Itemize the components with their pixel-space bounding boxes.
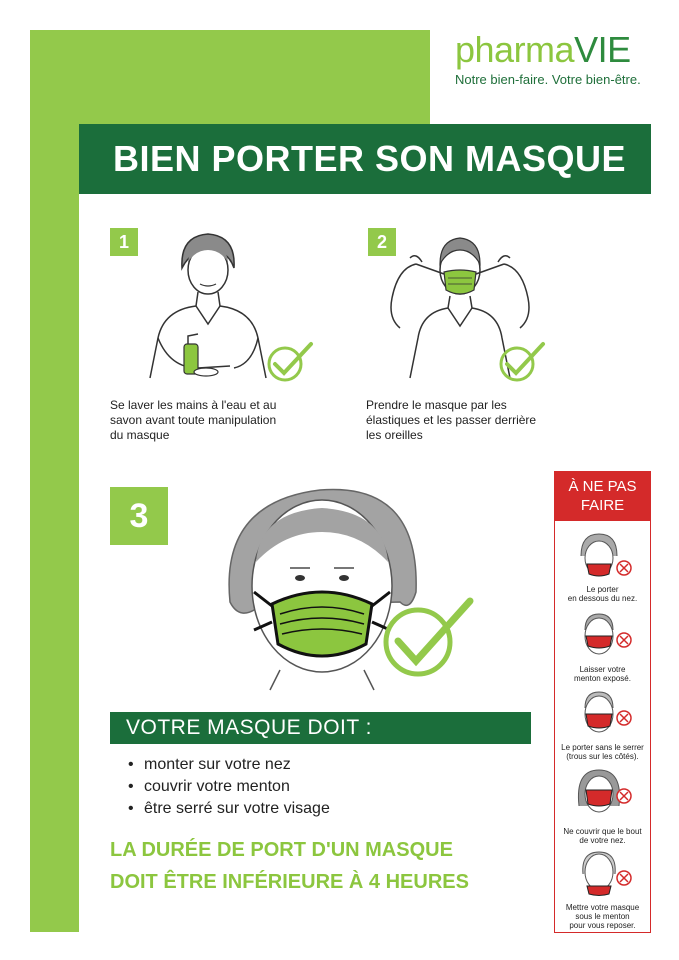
dont-item: Mettre votre masque sous le menton pour vous reposer. (555, 848, 650, 930)
dont-do-title: À NE PAS FAIRE (555, 472, 650, 521)
step-2-text: Prendre le masque par les élastiques et les passer derrière les oreilles (366, 398, 537, 442)
check-icon (497, 340, 547, 384)
dont-item: Ne couvrir que le bout de votre nez. (555, 766, 650, 845)
mask-under-chin-icon (573, 848, 633, 898)
list-item: • monter sur votre nez (128, 754, 330, 776)
dont-item: Le porter sans le serrer (trous sur les côtés). (555, 688, 650, 761)
brand-logo (455, 30, 665, 100)
mask-below-nose-icon (573, 530, 633, 580)
loose-mask-icon (573, 688, 633, 738)
rules-band (110, 712, 531, 744)
step-1-badge: 1 (110, 228, 138, 256)
duration-warning: LA DURÉE DE PORT D'UN MASQUE DOIT ÊTRE INFÉRIEURE À 4 HEURES (110, 839, 469, 893)
logo-text-pharma: pharma (455, 29, 575, 70)
list-item: • être serré sur votre visage (128, 798, 330, 820)
dont-do-panel (554, 471, 651, 933)
page-title: BIEN PORTER SON MASQUE (113, 138, 627, 179)
rules-title: VOTRE MASQUE DOIT : (126, 716, 372, 739)
chin-exposed-icon (573, 610, 633, 660)
step-2-badge: 2 (368, 228, 396, 256)
list-item: • couvrir votre menton (128, 776, 330, 798)
nose-tip-only-icon (573, 766, 633, 822)
step-3-badge: 3 (110, 487, 168, 545)
logo-text-vie: VIE (574, 29, 631, 70)
dont-item: Le porter en dessous du nez. (555, 530, 650, 603)
title-band (79, 124, 651, 194)
brand-tagline: Notre bien-faire. Votre bien-être. (455, 72, 641, 87)
rules-list (128, 754, 330, 820)
step-1-text: Se laver les mains à l'eau et au savon avant toute manipulation du masque (110, 398, 277, 442)
dont-item: Laisser votre menton exposé. (555, 610, 650, 683)
check-icon (265, 340, 315, 384)
check-icon (380, 595, 475, 680)
